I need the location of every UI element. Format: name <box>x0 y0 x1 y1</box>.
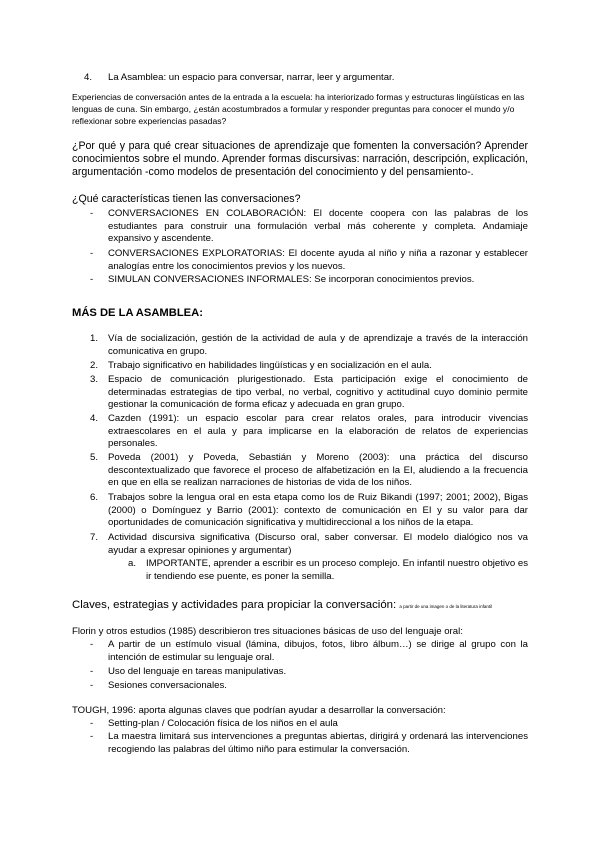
numbered-item <box>90 452 528 490</box>
bullet-dash: - <box>90 666 94 677</box>
item-number: 7. <box>90 532 99 543</box>
list-item-text: Sesiones conversacionales. <box>108 680 227 691</box>
item-number: 1. <box>90 333 99 344</box>
list-item <box>90 639 528 664</box>
section-heading: MÁS DE LA ASAMBLEA: <box>72 307 203 319</box>
bullet-dash: - <box>90 680 94 691</box>
bullet-dash: - <box>90 639 94 650</box>
section-title: La Asamblea: un espacio para conversar, narrar, leer y argumentar. <box>108 72 395 83</box>
item-text: Cazden (1991): un espacio escolar para crear relatos orales, para introducir vivencias extraescolares en el aula y para implicarse en la elaboración de relatos de experiencias personales. <box>108 413 528 449</box>
item-text: Poveda (2001) y Poveda, Sebastián y Moreno (2003): una práctica del discurso descontextualizado que favorece el proceso de alfabetización en la EI, aludiendo a la frecuencia en que en ella se realizan narraciones de historias de vida de los niños. <box>108 452 528 488</box>
claves-note: a partir de una imagen o de la literatura infantil <box>399 604 493 609</box>
list-item <box>90 274 528 287</box>
item-number: 6. <box>90 492 99 503</box>
sub-item-text: IMPORTANTE, aprender a escribir es un proceso complejo. En infantil nuestro objetivo es ir tendiendo ese puente, es poner la semilla. <box>146 558 528 582</box>
list-item <box>90 208 528 246</box>
list-item <box>90 666 528 679</box>
item-text: Vía de socialización, gestión de la actividad de aula y de aprendizaje a través de la interacción comunicativa en grupo. <box>108 333 528 357</box>
list-item-text: A partir de un estímulo visual (lámina, dibujos, fotos, libro álbum…) se dirige al grupo con la intención de estimular su lenguaje oral. <box>108 639 528 663</box>
bullet-dash: - <box>90 731 94 742</box>
list-item-text: Setting-plan / Colocación física de los niños en el aula <box>108 718 338 729</box>
item-text: Trabajos sobre la lengua oral en esta etapa como los de Ruiz Bikandi (1997; 2001; 2002), Bigas (2000) o Domínguez y Barrio (2001): contexto de comunicación en EI y su valor para dar oportunidades de comunicación significativa y multidireccional a los niños de la etapa. <box>108 492 528 528</box>
item-number: 3. <box>90 374 99 385</box>
list-item-text: SIMULAN CONVERSACIONES INFORMALES: Se incorporan conocimientos previos. <box>108 274 475 285</box>
list-item-text: CONVERSACIONES EXPLORATORIAS: El docente ayuda al niño y niña a razonar y establecer analogías entre los conocimientos previos y los nuevos. <box>108 248 528 272</box>
bullet-dash: - <box>90 274 94 285</box>
numbered-item <box>90 374 528 412</box>
list-item-text: CONVERSACIONES EN COLABORACIÓN: El docente coopera con las palabras de los estudiantes para construir una formulación verbal más coherente y completa. Andamiaje expansivo y ascendente. <box>108 208 528 244</box>
tough-intro: TOUGH, 1996: aporta algunas claves que podrían ayudar a desarrollar la conversación: <box>72 705 446 716</box>
claves-heading-line <box>72 598 542 614</box>
numbered-item <box>90 532 528 557</box>
numbered-item <box>90 492 528 530</box>
why-paragraph: ¿Por qué y para qué crear situaciones de aprendizaje que fomenten la conversación? Aprender conocimientos sobre el mundo. Aprender formas discursivas: narración, descripción, explicación, argumentación -como modelos de presentación del conocimiento y del pensamiento-. <box>72 140 528 178</box>
list-item <box>90 718 528 731</box>
item-number: 5. <box>90 452 99 463</box>
sub-item-letter: a. <box>128 558 137 569</box>
bullet-dash: - <box>90 718 94 729</box>
numbered-item <box>90 413 528 451</box>
item-text: Trabajo significativo en habilidades lingüísticas y en socialización en el aula. <box>108 360 432 371</box>
section-number: 4. <box>84 72 93 83</box>
list-item-text: La maestra limitará sus intervenciones a preguntas abiertas, dirigirá y ordenará las intervenciones recogiendo las palabras del último niño para estimular la conversación. <box>108 731 528 755</box>
item-number: 2. <box>90 360 99 371</box>
list-item-text: Uso del lenguaje en tareas manipulativas. <box>108 666 287 677</box>
bullet-dash: - <box>90 208 94 219</box>
claves-heading: Claves, estrategias y actividades para propiciar la conversación: <box>72 599 397 611</box>
list-item <box>90 680 528 693</box>
intro-paragraph: Experiencias de conversación antes de la entrada a la escuela: ha interiorizado formas y estructuras lingüísticas en las lenguas de cuna. Sin embargo, ¿están acostumbrados a formular y responder preguntas para conocer el mundo y/o reflexionar sobre experiencias pasadas? <box>72 92 525 126</box>
florin-intro: Florin y otros estudios (1985) describieron tres situaciones básicas de uso del lenguaje oral: <box>72 626 463 637</box>
item-text: Espacio de comunicación plurigestionado. Esta participación exige el conocimiento de determinadas estrategias de tipo verbal, no verbal, cognitivo y actitudinal cuyo dominio permite gestionar la comunicación de forma eficaz y adecuada en gran grupo. <box>108 374 528 410</box>
list-item <box>90 731 528 756</box>
characteristics-question: ¿Qué características tienen las conversaciones? <box>72 193 301 205</box>
bullet-dash: - <box>90 248 94 259</box>
list-item <box>90 248 528 273</box>
item-text: Actividad discursiva significativa (Discurso oral, saber conversar. El modelo dialógico nos va ayudar a expresar opiniones y argumentar) <box>108 532 528 556</box>
numbered-item <box>90 333 528 358</box>
numbered-item <box>90 360 528 373</box>
item-number: 4. <box>90 413 99 424</box>
sub-item <box>128 558 528 583</box>
